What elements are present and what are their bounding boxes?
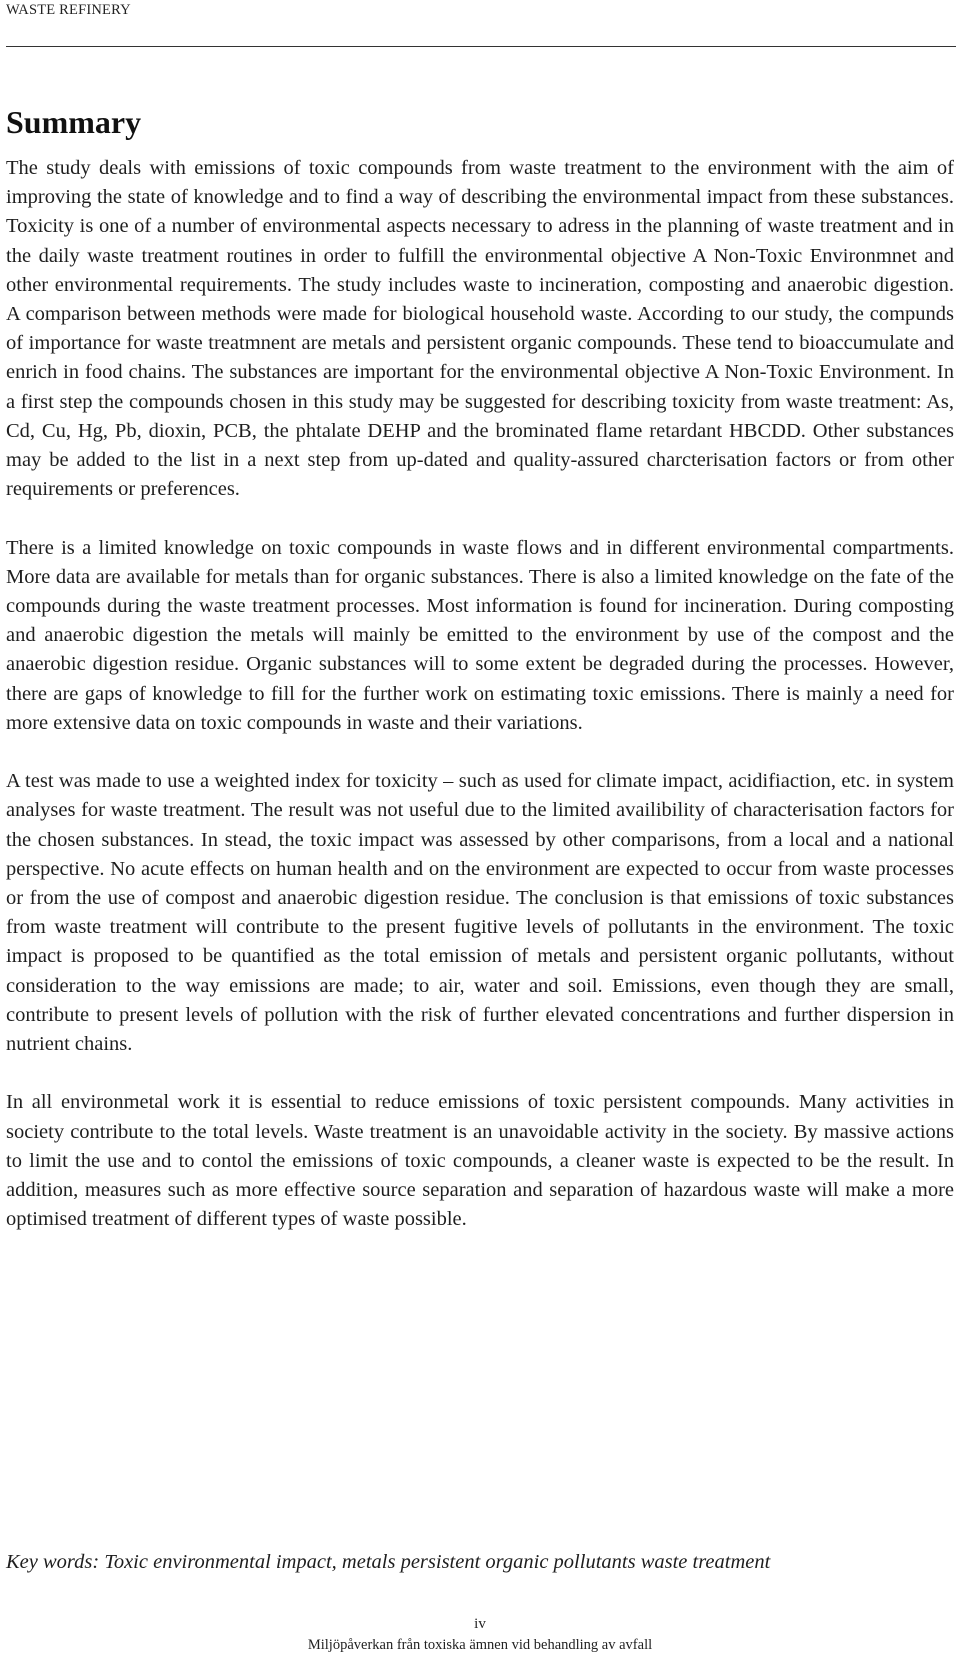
summary-body [6, 154, 954, 1264]
paragraph-4: In all environmetal work it is essential to reduce emissions of toxic persistent compounds. Many activities in society contribute to the total levels. Waste treatment is an unavoidable activity in the society. By massive actions to limit the use and to contol the emissions of toxic compounds, a cleaner waste is expected to be the result. In addition, measures such as more effective source separation and separation of hazardous waste will make a more optimised treatment of different types of waste possible. [6, 1091, 954, 1231]
running-footer: Miljöpåverkan från toxiska ämnen vid behandling av avfall [307, 1637, 653, 1653]
page-title: Summary [6, 104, 142, 140]
paragraph-1: The study deals with emissions of toxic compounds from waste treatment to the environment with the aim of improving the state of knowledge and to find a way of describing the environmental impact from these substances. Toxicity is one of a number of environmental aspects necessary to adress in the planning of waste treatment and in the daily waste treatment routines in order to fulfill the environmental objective A Non-Toxic Environmnet and other environmental requirements. The study includes waste to incineration, composting and anaerobic digestion. A comparison between methods were made for biological household waste. According to our study, the compunds of importance for waste treatmnent are metals and persistent organic compounds. These tend to bioaccumulate and enrich in food chains. The substances are important for the environmental objective A Non-Toxic Environment. In a first step the compounds chosen in this study may be suggested for describing toxicity from waste treatment: As, Cd, Cu, Hg, Pb, dioxin, PCB, the phtalate DEHP and the brominated flame retardant HBCDD. Other substances may be added to the list in a next step from up-dated and quality-assured charcterisation factors or from other requirements or preferences. [6, 157, 954, 501]
running-header: WASTE REFINERY [6, 2, 131, 18]
paragraph-3: A test was made to use a weighted index for toxicity – such as used for climate impact, acidifiaction, etc. in system analyses for waste treatment. The result was not useful due to the limited availibility of characterisation factors for the chosen substances. In stead, the toxic impact was assessed by other comparisons, from a local and a national perspective. No acute effects on human health and on the environment are expected to occur from waste processes or from the use of compost and anaerobic digestion residue. The conclusion is that emissions of toxic substances from waste treatment will contribute to the present fugitive levels of pollutants in the environment. The toxic impact is proposed to be quantified as the total emission of metals and persistent organic pollutants, without consideration to the way emissions are made; to air, water and soil. Emissions, even though they are small, contribute to present levels of pollution with the risk of further elevated concentrations and further dispersion in nutrient chains. [6, 770, 954, 1056]
paragraph-2: There is a limited knowledge on toxic compounds in waste flows and in different environmental compartments. More data are available for metals than for organic substances. There is also a limited knowledge on the fate of the compounds during the waste treatment processes. Most information is found for incineration. During composting and anaerobic digestion the metals will mainly be emitted to the environment by use of the compost and the anaerobic digestion residue. Organic substances will to some extent be degraded during the processes. However, there are gaps of knowledge to fill for the further work on estimating toxic emissions. There is mainly a need for more extensive data on toxic compounds in waste and their variations. [6, 536, 954, 734]
page-number: iv [474, 1616, 486, 1632]
header-divider [6, 46, 956, 47]
keywords-line: Key words: Toxic environmental impact, metals persistent organic pollutants waste treatment [6, 1551, 771, 1573]
